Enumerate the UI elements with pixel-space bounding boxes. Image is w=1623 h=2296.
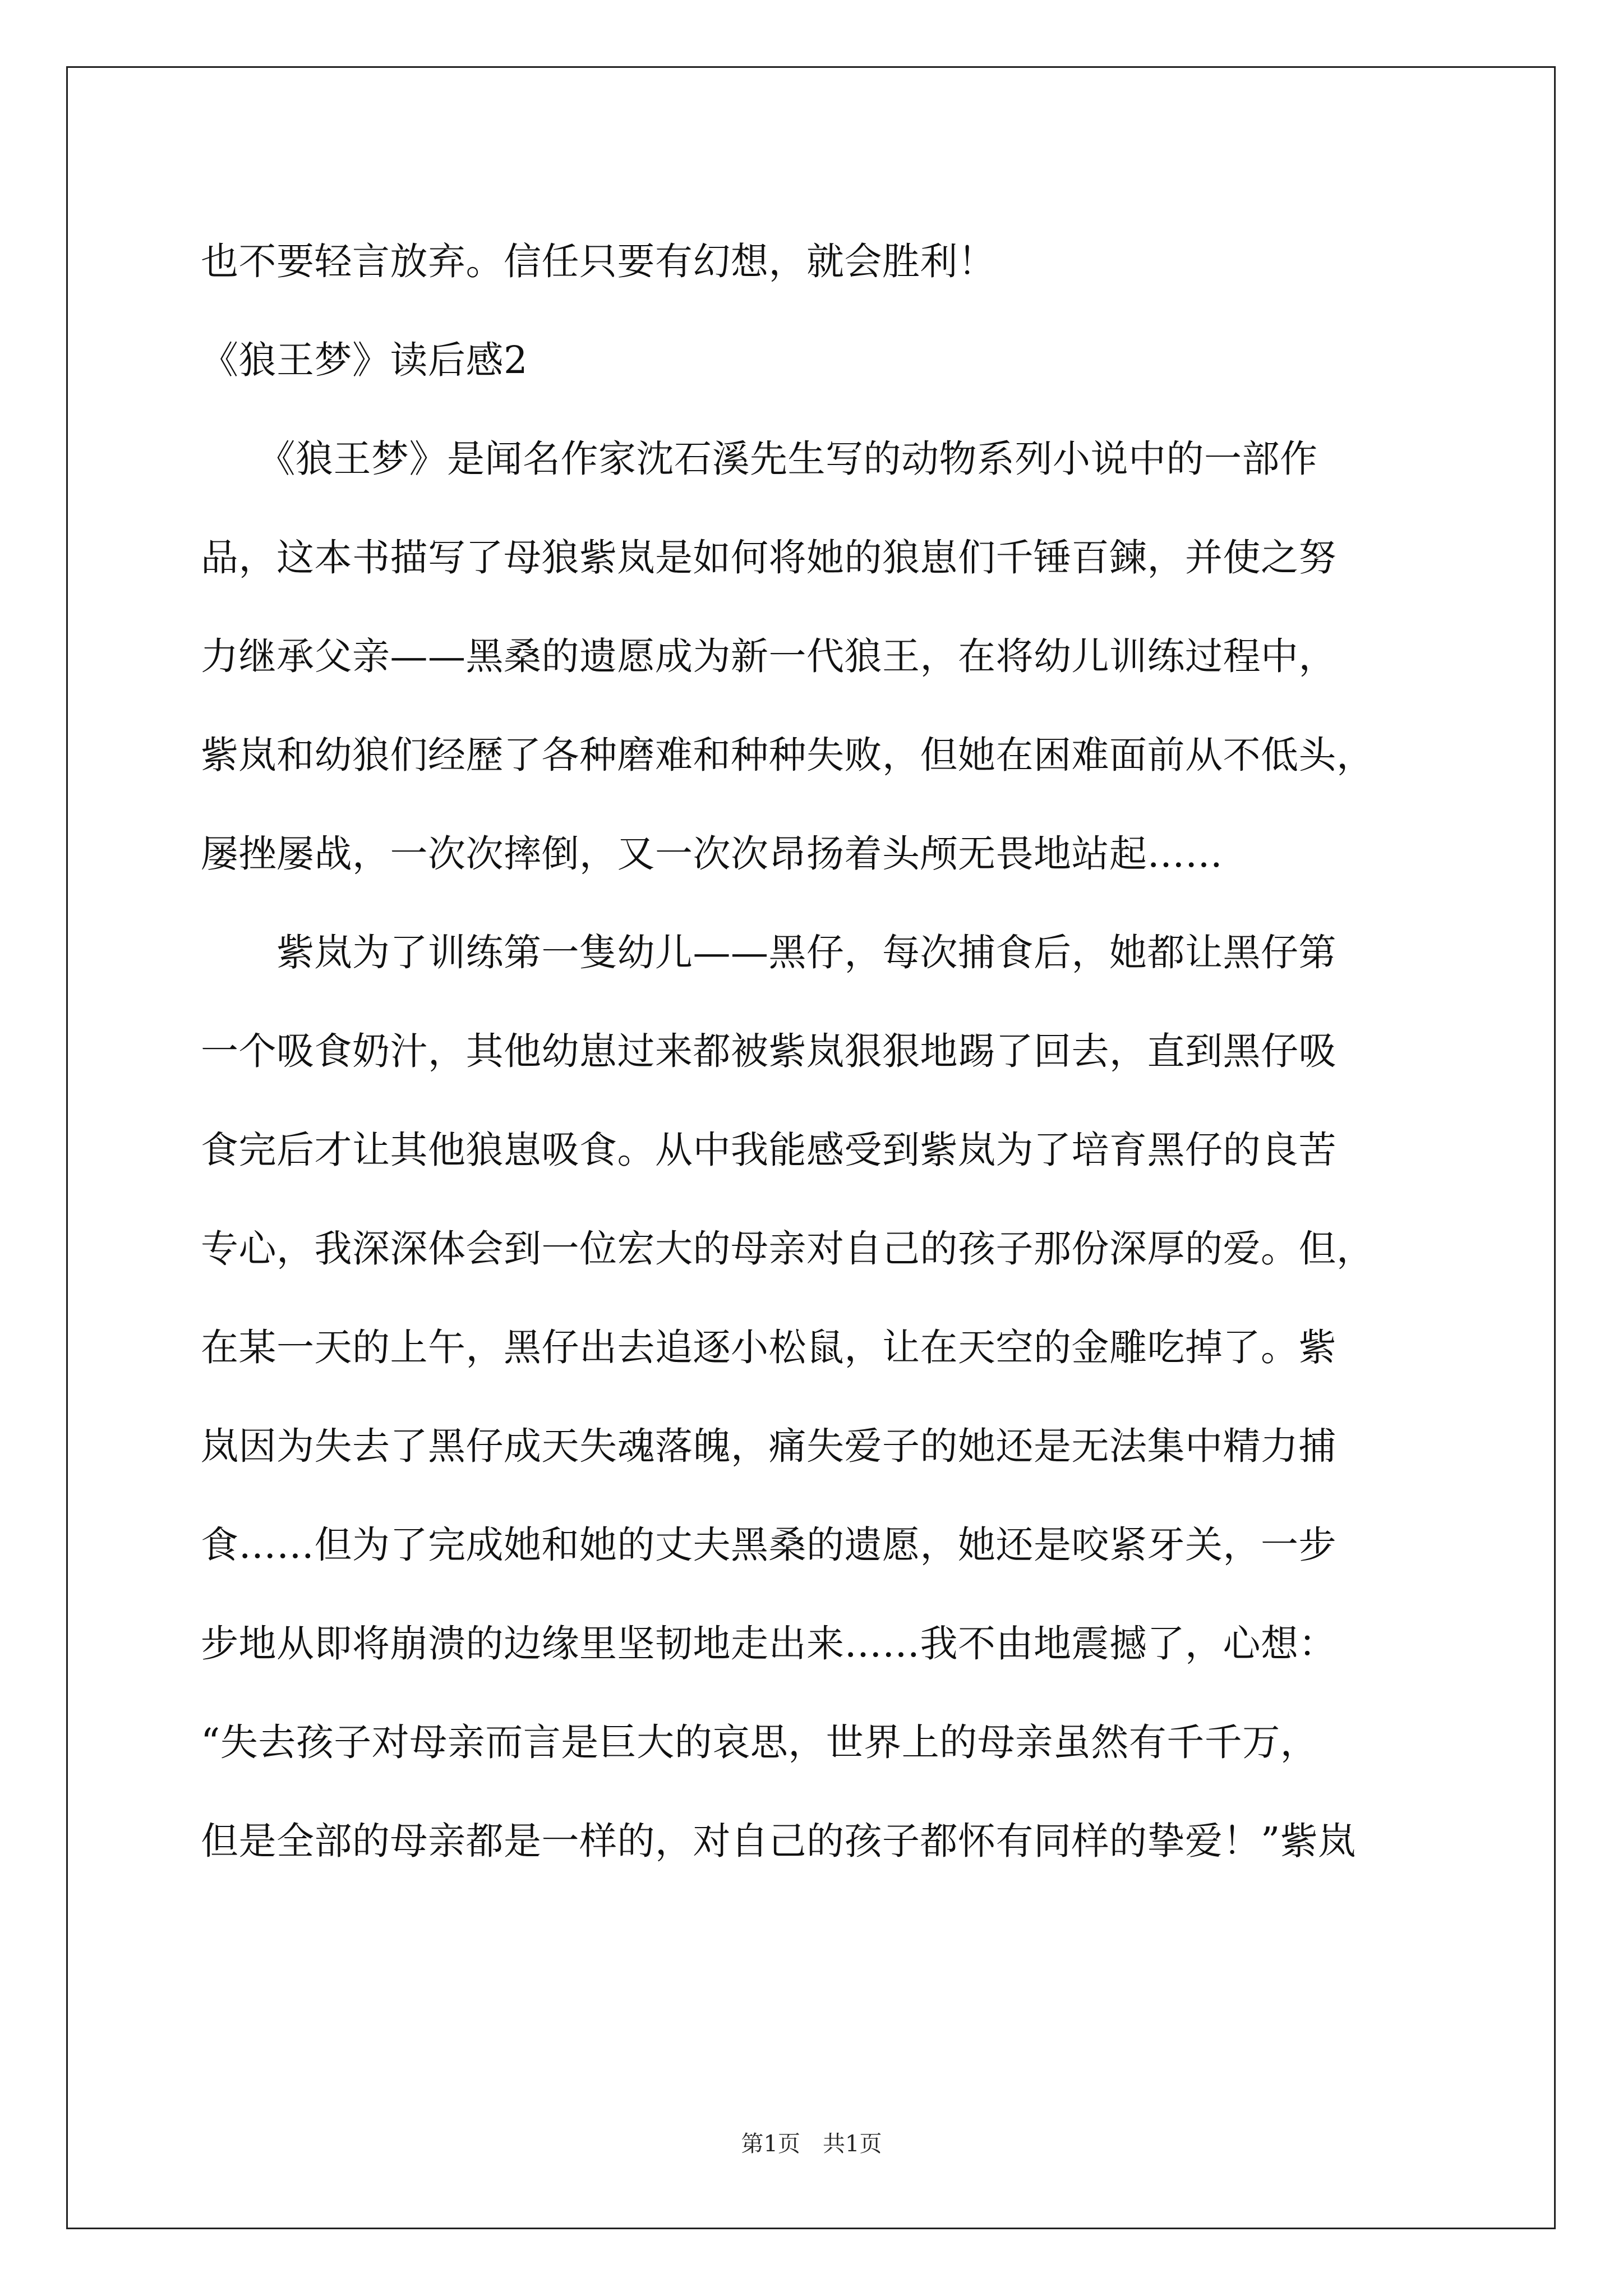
document-body <box>201 212 1429 1890</box>
text-line: 紫岚和幼狼们经歷了各种磨难和种种失败，但她在困难面前从不低头， <box>201 733 1375 777</box>
text-line: 步地从即将崩溃的边缘里坚韧地走出来……我不由地震撼了，心想： <box>201 1622 1336 1665</box>
text-line: 屡挫屡战，一次次摔倒，又一次次昂扬着头颅无畏地站起…… <box>201 832 1223 876</box>
text-line: 力继承父亲——黑桑的遗愿成为新一代狼王，在将幼儿训练过程中， <box>201 634 1336 678</box>
text-line: 《狼王梦》是闻名作家沈石溪先生写的动物系列小说中的一部作 <box>201 437 1318 481</box>
text-line: “失去孩子对母亲而言是巨大的哀思，世界上的母亲虽然有千千万， <box>201 1720 1318 1764</box>
page-footer: 第1页 共1页 <box>741 2131 882 2157</box>
text-line: 一个吸食奶汁，其他幼崽过来都被紫岚狠狠地踢了回去，直到黑仔吸 <box>201 1029 1336 1073</box>
text-line: 在某一天的上午，黑仔出去追逐小松鼠，让在天空的金雕吃掉了。紫 <box>201 1326 1336 1369</box>
text-line: 但是全部的母亲都是一样的，对自己的孩子都怀有同样的挚爱！”紫岚 <box>201 1819 1356 1863</box>
text-line: 紫岚为了训练第一隻幼儿——黑仔，每次捕食后，她都让黑仔第 <box>201 931 1336 974</box>
text-line: 食……但为了完成她和她的丈夫黑桑的遗愿，她还是咬紧牙关，一步 <box>201 1523 1336 1567</box>
text-line: 品，这本书描写了母狼紫岚是如何将她的狼崽们千锤百鍊，并使之努 <box>201 536 1336 579</box>
text-line: 岚因为失去了黑仔成天失魂落魄，痛失爱子的她还是无法集中精力捕 <box>201 1424 1336 1468</box>
section-heading: 《狼王梦》读后感2 <box>201 338 528 382</box>
text-line: 食完后才让其他狼崽吸食。从中我能感受到紫岚为了培育黑仔的良苦 <box>201 1128 1336 1172</box>
text-line: 也不要轻言放弃。信任只要有幻想，就会胜利！ <box>201 240 996 283</box>
text-line: 专心，我深深体会到一位宏大的母亲对自己的孩子那份深厚的爱。但， <box>201 1227 1375 1271</box>
